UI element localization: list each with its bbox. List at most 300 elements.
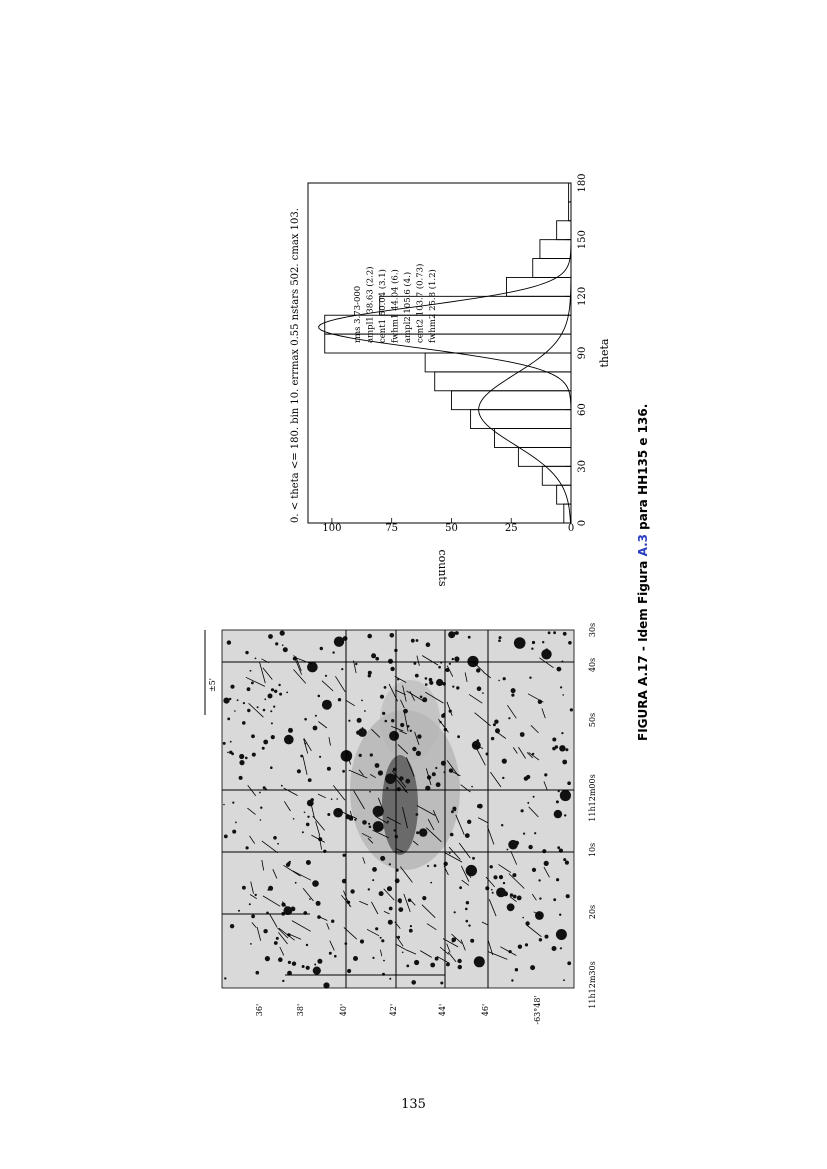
star bbox=[327, 767, 331, 771]
star bbox=[545, 935, 549, 939]
star bbox=[304, 718, 307, 721]
star bbox=[255, 971, 259, 975]
star bbox=[306, 944, 308, 946]
star bbox=[338, 698, 341, 701]
star bbox=[318, 695, 321, 698]
star bbox=[227, 718, 230, 721]
star bbox=[250, 670, 252, 672]
star bbox=[452, 686, 454, 688]
y-axis-label: counts bbox=[436, 549, 449, 587]
fit-legend-line: cent1 60.04 (3.1) bbox=[378, 269, 388, 343]
star bbox=[361, 700, 363, 702]
star bbox=[389, 907, 393, 911]
star bbox=[562, 694, 564, 696]
star bbox=[271, 722, 273, 724]
star bbox=[429, 678, 433, 682]
dec-tick-label: 44' bbox=[438, 1003, 447, 1017]
star bbox=[399, 901, 402, 904]
star bbox=[532, 868, 536, 872]
star bbox=[518, 945, 522, 949]
star bbox=[250, 943, 252, 945]
histogram-bar bbox=[435, 372, 571, 391]
star bbox=[312, 880, 319, 887]
dec-tick-label: 36' bbox=[255, 1003, 264, 1017]
ra-tick-label: 11h12m30s bbox=[588, 961, 597, 1009]
fit-legend-line: cent2 103.7 (0.73) bbox=[415, 263, 426, 343]
star bbox=[251, 682, 254, 685]
star bbox=[562, 760, 567, 765]
star bbox=[553, 631, 556, 634]
star bbox=[477, 739, 480, 742]
dec-tick-label: 46' bbox=[481, 1003, 490, 1017]
star bbox=[422, 697, 427, 702]
star bbox=[521, 809, 524, 812]
star bbox=[336, 798, 338, 800]
star bbox=[531, 648, 533, 650]
star bbox=[309, 898, 311, 900]
star bbox=[539, 938, 542, 941]
star bbox=[511, 979, 513, 981]
star bbox=[523, 833, 525, 835]
star bbox=[293, 818, 295, 820]
star bbox=[515, 841, 519, 845]
star bbox=[452, 658, 454, 660]
star bbox=[539, 897, 541, 899]
star bbox=[319, 756, 321, 758]
star bbox=[246, 846, 249, 849]
star bbox=[304, 812, 306, 814]
star bbox=[525, 943, 528, 946]
star bbox=[260, 807, 262, 809]
star bbox=[417, 734, 421, 738]
star bbox=[403, 709, 408, 714]
star bbox=[511, 688, 516, 693]
star bbox=[237, 699, 239, 701]
star bbox=[566, 894, 570, 898]
star bbox=[491, 737, 494, 740]
y-tick-label: 25 bbox=[504, 523, 518, 534]
star bbox=[277, 843, 279, 845]
x-tick-label: 60 bbox=[577, 403, 588, 417]
page-number: 135 bbox=[401, 1097, 426, 1112]
star bbox=[410, 730, 412, 732]
star bbox=[306, 860, 311, 865]
star bbox=[371, 653, 376, 658]
star bbox=[510, 893, 513, 896]
star bbox=[466, 901, 469, 904]
star bbox=[427, 865, 429, 867]
star bbox=[527, 802, 529, 804]
star bbox=[507, 903, 515, 911]
star bbox=[274, 690, 277, 693]
star bbox=[268, 634, 273, 639]
star bbox=[384, 686, 387, 689]
star bbox=[369, 826, 372, 829]
x-tick-label: 180 bbox=[577, 173, 588, 193]
histogram-bars bbox=[325, 183, 571, 523]
ra-tick-label: 30s bbox=[588, 622, 597, 638]
star bbox=[520, 732, 525, 737]
star bbox=[467, 820, 471, 824]
star bbox=[282, 644, 284, 646]
star bbox=[477, 686, 482, 691]
star bbox=[369, 791, 371, 793]
star bbox=[320, 647, 323, 650]
star bbox=[400, 723, 404, 727]
star bbox=[568, 641, 572, 645]
star bbox=[436, 679, 443, 686]
fit-legend-line: ampl1 38.63 (2.2) bbox=[365, 266, 376, 343]
star bbox=[426, 642, 431, 647]
star bbox=[502, 777, 504, 779]
star bbox=[530, 965, 535, 970]
star bbox=[414, 662, 417, 665]
star bbox=[343, 636, 348, 641]
star bbox=[268, 694, 273, 699]
star bbox=[448, 631, 455, 638]
ra-tick-label: 40s bbox=[588, 657, 597, 673]
star bbox=[279, 693, 282, 696]
star bbox=[430, 963, 435, 968]
histogram-title: 0. < theta <= 180. bin 10. errmax 0.55 nstars 502. cmax 103. bbox=[290, 208, 301, 523]
star bbox=[223, 804, 225, 806]
star bbox=[270, 766, 273, 769]
star bbox=[444, 862, 448, 866]
star bbox=[499, 875, 503, 879]
star bbox=[390, 667, 394, 671]
star bbox=[276, 937, 279, 940]
star bbox=[435, 767, 437, 769]
fit-legend bbox=[353, 264, 438, 343]
star bbox=[517, 896, 522, 901]
star bbox=[325, 675, 327, 677]
star bbox=[273, 706, 275, 708]
fit-legend-line: ampl2 105.6 (4.) bbox=[403, 271, 413, 343]
star bbox=[503, 677, 506, 680]
star bbox=[457, 959, 461, 963]
star bbox=[380, 937, 382, 939]
star bbox=[482, 692, 484, 694]
star bbox=[559, 745, 565, 751]
star bbox=[454, 632, 457, 635]
star bbox=[414, 960, 419, 965]
star bbox=[281, 785, 283, 787]
star bbox=[263, 786, 266, 789]
star bbox=[245, 757, 248, 760]
star bbox=[381, 939, 384, 942]
star bbox=[416, 813, 419, 816]
star bbox=[567, 781, 571, 785]
star bbox=[223, 698, 229, 704]
star bbox=[436, 782, 441, 787]
ra-tick-label: 50s bbox=[588, 712, 597, 728]
figure-caption bbox=[636, 404, 650, 741]
star bbox=[287, 862, 290, 865]
star bbox=[251, 734, 255, 738]
histogram-bar bbox=[557, 221, 571, 240]
star bbox=[538, 879, 540, 881]
star bbox=[557, 667, 562, 672]
star bbox=[227, 752, 229, 754]
star bbox=[239, 760, 244, 765]
star bbox=[315, 715, 317, 717]
star bbox=[341, 668, 343, 670]
star bbox=[514, 637, 526, 649]
star bbox=[224, 977, 226, 979]
star bbox=[360, 939, 364, 943]
star bbox=[472, 857, 475, 860]
star bbox=[379, 891, 384, 896]
star bbox=[291, 907, 296, 912]
ra-tick-label: 10s bbox=[588, 842, 597, 858]
star bbox=[485, 886, 489, 890]
star bbox=[425, 677, 428, 680]
star bbox=[466, 865, 477, 876]
star bbox=[496, 888, 506, 898]
star bbox=[257, 706, 259, 708]
star bbox=[458, 965, 462, 969]
star bbox=[388, 659, 393, 664]
star bbox=[331, 798, 333, 800]
star bbox=[522, 917, 524, 919]
fit-legend-line: fwhm2 25.8 (1.2) bbox=[428, 269, 438, 343]
star bbox=[308, 778, 312, 782]
star bbox=[535, 911, 544, 920]
star bbox=[451, 810, 454, 813]
star bbox=[385, 720, 388, 723]
star bbox=[280, 631, 285, 636]
fit-legend-line: fwhm1 44.04 (6.) bbox=[390, 269, 401, 343]
star bbox=[563, 632, 567, 636]
star bbox=[367, 634, 372, 639]
star bbox=[234, 710, 236, 712]
star bbox=[262, 747, 265, 750]
star bbox=[465, 908, 468, 911]
star bbox=[542, 641, 544, 643]
star bbox=[440, 982, 443, 985]
star bbox=[415, 674, 419, 678]
star bbox=[382, 712, 385, 715]
star bbox=[425, 683, 428, 686]
star bbox=[288, 961, 291, 964]
star bbox=[284, 735, 294, 745]
star bbox=[405, 779, 410, 784]
star bbox=[511, 694, 514, 697]
star bbox=[362, 820, 367, 825]
star bbox=[359, 754, 362, 757]
star bbox=[378, 770, 383, 775]
y-tick-label: 50 bbox=[445, 523, 458, 534]
star bbox=[292, 962, 296, 966]
star bbox=[362, 727, 364, 729]
star bbox=[389, 863, 391, 865]
star bbox=[564, 814, 566, 816]
star bbox=[273, 836, 277, 840]
star bbox=[432, 772, 436, 776]
star bbox=[375, 763, 380, 768]
star bbox=[434, 864, 437, 867]
star bbox=[560, 686, 562, 688]
star bbox=[333, 808, 343, 818]
x-axis-label: theta bbox=[598, 338, 611, 368]
star bbox=[533, 796, 535, 798]
star bbox=[372, 879, 374, 881]
star bbox=[476, 668, 480, 672]
star bbox=[452, 940, 454, 942]
star bbox=[556, 878, 559, 881]
star bbox=[471, 786, 473, 788]
star bbox=[457, 735, 460, 738]
star bbox=[468, 636, 471, 639]
star bbox=[386, 787, 388, 789]
star bbox=[373, 821, 384, 832]
star bbox=[265, 956, 270, 961]
star bbox=[499, 636, 502, 639]
star bbox=[454, 656, 459, 661]
star bbox=[227, 640, 231, 644]
star bbox=[302, 965, 305, 968]
star bbox=[507, 849, 509, 851]
caption-prefix: FIGURA A.17 - Idem Figura bbox=[636, 556, 650, 741]
dec-tick-label: 40' bbox=[339, 1003, 348, 1017]
star bbox=[528, 845, 532, 849]
x-tick-label: 30 bbox=[577, 459, 588, 473]
star bbox=[372, 867, 377, 872]
star bbox=[283, 647, 288, 652]
star bbox=[316, 901, 321, 906]
star bbox=[465, 833, 470, 838]
x-tick-label: 90 bbox=[577, 346, 588, 360]
star bbox=[264, 698, 266, 700]
star bbox=[268, 886, 273, 891]
star bbox=[468, 924, 470, 926]
star bbox=[271, 735, 275, 739]
star bbox=[466, 920, 469, 923]
star bbox=[556, 800, 559, 803]
star bbox=[274, 941, 278, 945]
caption-figure-link[interactable]: A.3 bbox=[636, 534, 650, 557]
polarization-image-panel bbox=[205, 623, 597, 1025]
star bbox=[544, 861, 549, 866]
star bbox=[412, 747, 416, 751]
star bbox=[406, 965, 409, 968]
star bbox=[271, 688, 274, 691]
star bbox=[419, 828, 427, 836]
star bbox=[288, 728, 293, 733]
histogram-bar bbox=[533, 259, 571, 278]
star bbox=[492, 892, 494, 894]
star bbox=[409, 929, 413, 933]
star bbox=[456, 686, 459, 689]
star bbox=[329, 952, 332, 955]
star bbox=[313, 726, 318, 731]
x-tick-label: 150 bbox=[577, 230, 588, 250]
star bbox=[494, 720, 498, 724]
star bbox=[375, 657, 379, 661]
star bbox=[302, 831, 304, 833]
x-tick-label: 0 bbox=[577, 519, 588, 527]
star bbox=[565, 748, 568, 751]
star bbox=[255, 894, 257, 896]
star bbox=[307, 816, 309, 818]
star bbox=[557, 846, 560, 849]
star bbox=[552, 747, 556, 751]
star bbox=[232, 830, 236, 834]
star bbox=[552, 946, 557, 951]
star bbox=[474, 956, 485, 967]
star bbox=[491, 889, 493, 891]
star bbox=[347, 969, 351, 973]
star bbox=[565, 861, 569, 865]
star bbox=[229, 698, 231, 700]
star bbox=[493, 723, 496, 726]
star bbox=[230, 924, 234, 928]
star bbox=[251, 915, 255, 919]
star bbox=[416, 751, 421, 756]
star bbox=[526, 775, 530, 779]
star bbox=[232, 802, 234, 804]
star bbox=[560, 790, 571, 801]
star bbox=[430, 882, 432, 884]
star bbox=[387, 886, 392, 891]
star bbox=[545, 648, 548, 651]
star bbox=[230, 685, 234, 689]
star bbox=[342, 770, 345, 773]
star bbox=[503, 882, 505, 884]
star bbox=[247, 687, 251, 691]
star bbox=[350, 889, 354, 893]
star bbox=[459, 886, 462, 889]
star bbox=[561, 732, 563, 734]
y-tick-label: 0 bbox=[567, 523, 575, 534]
star bbox=[260, 819, 262, 821]
star bbox=[559, 914, 561, 916]
star bbox=[411, 639, 415, 643]
star bbox=[295, 882, 297, 884]
dec-tick-label: -63°48' bbox=[533, 995, 542, 1025]
star bbox=[372, 957, 374, 959]
star bbox=[245, 651, 248, 654]
star bbox=[420, 696, 423, 699]
star bbox=[354, 819, 356, 821]
star bbox=[389, 731, 399, 741]
star bbox=[307, 662, 318, 673]
star bbox=[368, 823, 370, 825]
star bbox=[380, 856, 385, 861]
star bbox=[493, 875, 497, 879]
star bbox=[501, 824, 503, 826]
star bbox=[390, 633, 395, 638]
star bbox=[563, 979, 565, 981]
ra-tick-label: 20s bbox=[588, 904, 597, 920]
star bbox=[454, 911, 456, 913]
star bbox=[238, 910, 240, 912]
star bbox=[223, 742, 226, 745]
star bbox=[318, 971, 320, 973]
star bbox=[368, 888, 370, 890]
star bbox=[331, 920, 334, 923]
star bbox=[230, 741, 232, 743]
star bbox=[364, 710, 366, 712]
star bbox=[306, 823, 310, 827]
y-tick-label: 75 bbox=[385, 523, 399, 534]
star bbox=[247, 709, 250, 712]
star bbox=[348, 720, 350, 722]
star bbox=[263, 709, 266, 712]
star bbox=[450, 833, 454, 837]
star bbox=[259, 792, 261, 794]
star bbox=[263, 740, 268, 745]
